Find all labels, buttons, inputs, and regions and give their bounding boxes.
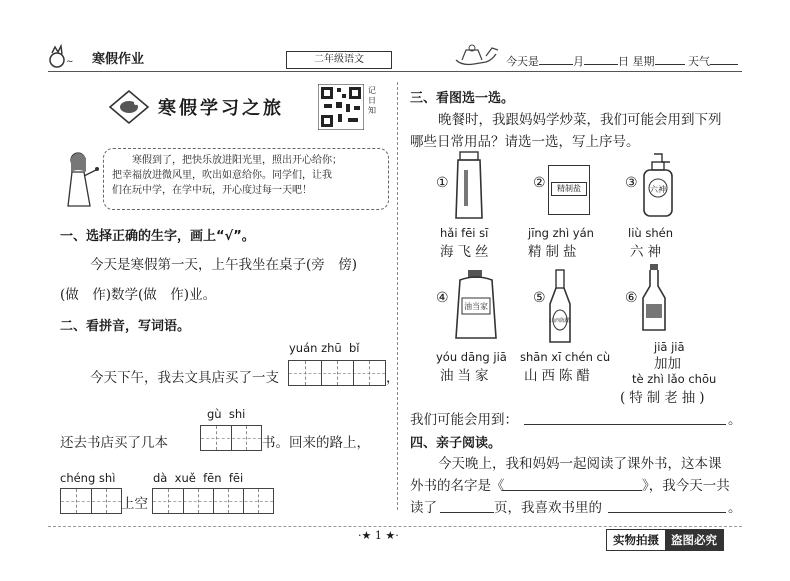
stamp-text-b: 盗图必究 xyxy=(665,530,723,550)
section4-para2b: 》，我今天一共 xyxy=(642,478,730,494)
item5-pinyin: shān xī chén cù xyxy=(520,350,611,364)
item6-name: 加加 xyxy=(654,356,681,372)
footer-rule xyxy=(48,526,742,527)
section1-line2[interactable]: (做 作)数学(做 作)业。 xyxy=(60,287,217,303)
oil-label: 油当家 xyxy=(464,302,488,311)
section4-para2a: 外书的名字是《 xyxy=(410,478,505,494)
item3-pinyin: liù shén xyxy=(628,226,673,240)
weather-blank[interactable] xyxy=(710,54,738,65)
header-rule xyxy=(48,71,742,72)
item6-number: ⑥ xyxy=(625,290,638,306)
banner-emblem-icon xyxy=(106,89,152,125)
soy-sauce-bottle-icon xyxy=(640,262,668,336)
book-name-blank[interactable] xyxy=(502,490,642,491)
month-blank[interactable] xyxy=(539,54,573,65)
item3-number: ③ xyxy=(625,175,638,191)
tian-grid-yuanzhubi[interactable] xyxy=(288,360,386,386)
teacher-illustration xyxy=(60,150,100,208)
intro-note: 寒假到了，把快乐放进阳光里，照出开心给你； 把幸福放进微风里，吹出如意给你。同学们，让我 们在玩中学，在学中玩，开心度过每一天吧！ xyxy=(103,148,389,210)
answer-label: 我们可能会用到： xyxy=(410,412,518,428)
section4-para3a: 读了 xyxy=(410,500,437,516)
section1-heading: 一、选择正确的生字，画上“√”。 xyxy=(60,229,255,244)
item1-name: 海飞丝 xyxy=(440,244,493,260)
section3-heading: 三、看图选一选。 xyxy=(410,91,515,106)
section3-para2: 哪些日常用品？请选一选，写上序号。 xyxy=(410,134,640,150)
vinegar-label: 山西陈醋 xyxy=(549,318,571,324)
grade-label: 二年级语文 xyxy=(286,51,392,69)
pinyin-yuanzhubi: yuán zhū bǐ xyxy=(289,341,360,355)
answer-period: 。 xyxy=(728,412,742,428)
item4-number: ④ xyxy=(436,290,449,306)
section2-sentence2a: 还去书店买了几本 xyxy=(60,435,168,451)
svg-text:~: ~ xyxy=(66,57,74,67)
watermark-stamp xyxy=(606,529,724,551)
item2-number: ② xyxy=(533,175,546,191)
salt-label: 精制盐 xyxy=(551,182,587,196)
vinegar-bottle-icon xyxy=(548,268,572,348)
item2-pinyin: jīng zhì yán xyxy=(528,226,594,240)
liushen-label: 六神 xyxy=(650,185,666,194)
item4-pinyin: yóu dāng jiā xyxy=(436,350,507,364)
shampoo-bottle-icon xyxy=(452,150,486,224)
section2-sentence3: 上空 xyxy=(121,496,148,512)
item6-pinyin: jiā jiā xyxy=(654,340,685,354)
item2-name: 精制盐 xyxy=(528,244,581,260)
answer-blank[interactable] xyxy=(524,424,726,425)
salt-bag-icon xyxy=(548,165,590,215)
pinyin-daxuefenfei: dà xuě fēn fēi xyxy=(153,471,244,485)
item4-name: 油当家 xyxy=(440,368,493,384)
series-logo xyxy=(48,44,88,72)
section3-para1: 晚餐时，我跟妈妈学炒菜，我们可能会用到下列 xyxy=(438,112,722,128)
item6-name2: (特制老抽) xyxy=(620,390,709,406)
tian-grid-chengshi[interactable] xyxy=(60,488,122,514)
stamp-text-a: 实物拍摄 xyxy=(613,533,659,547)
weekday-blank[interactable] xyxy=(655,54,685,65)
section2-comma: ， xyxy=(386,370,400,386)
sleigh-icon xyxy=(452,42,502,68)
qr-code-icon[interactable] xyxy=(318,84,364,130)
liushen-bottle-icon xyxy=(640,152,676,222)
oil-bottle-icon xyxy=(452,268,500,346)
pages-blank[interactable] xyxy=(440,512,494,513)
section4-period: 。 xyxy=(728,500,742,516)
item5-name: 山西陈醋 xyxy=(524,368,594,384)
qr-caption: 记日知 xyxy=(368,86,376,115)
day-blank[interactable] xyxy=(584,54,618,65)
tian-grid-gushi[interactable] xyxy=(200,425,262,451)
section4-para3b: 页，我喜欢书里的 xyxy=(494,500,602,516)
banner-title: 寒假学习之旅 xyxy=(158,98,284,119)
tian-grid-daxuefenfei[interactable] xyxy=(152,488,274,514)
column-divider xyxy=(397,82,398,510)
item6-pinyin2: tè zhì lǎo chōu xyxy=(632,372,717,386)
item3-name: 六神 xyxy=(630,244,665,260)
item1-number: ① xyxy=(436,175,449,191)
pinyin-gushi: gù shi xyxy=(207,407,246,421)
favorite-blank[interactable] xyxy=(608,512,726,513)
section4-heading: 四、亲子阅读。 xyxy=(410,436,502,451)
section2-heading: 二、看拼音，写词语。 xyxy=(60,319,191,334)
item1-pinyin: hǎi fēi sī xyxy=(440,226,489,240)
series-title: 寒假作业 xyxy=(92,52,145,67)
section1-line1[interactable]: 今天是寒假第一天，上午我坐在桌子(旁 傍) xyxy=(90,257,358,273)
page-number: ·★ 1 ★· xyxy=(358,529,399,542)
item5-number: ⑤ xyxy=(533,290,546,306)
section2-sentence2b: 书。回来的路上， xyxy=(262,435,370,451)
section4-para1: 今天晚上，我和妈妈一起阅读了课外书，这本课 xyxy=(438,456,722,472)
pinyin-chengshi: chéng shì xyxy=(60,471,116,485)
section2-sentence1: 今天下午，我去文具店买了一支 xyxy=(90,370,279,386)
date-weather-line: 今天是 月 日 星期 天气 xyxy=(506,53,738,69)
